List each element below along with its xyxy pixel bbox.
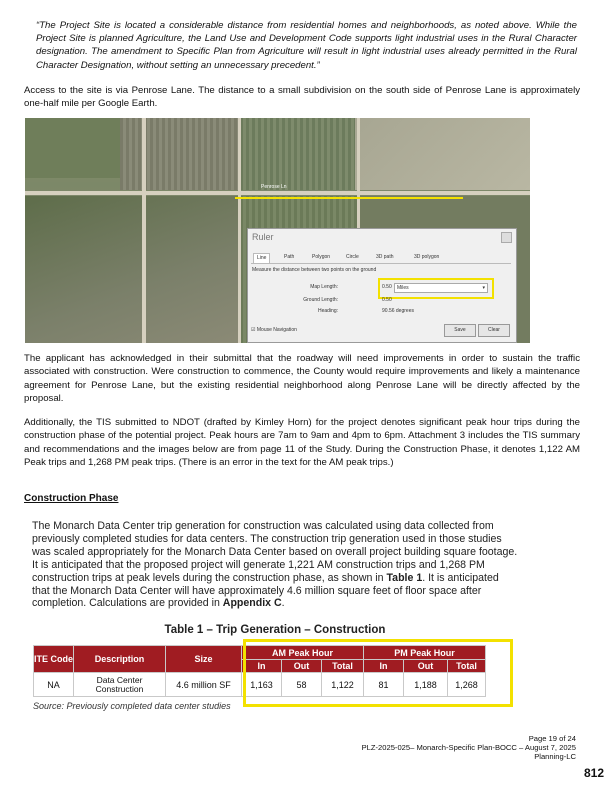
cell-description: Data Center Construction — [74, 673, 166, 697]
tab-circle[interactable]: Circle — [346, 254, 359, 260]
ruler-title: Ruler — [252, 232, 274, 242]
trip-generation-figure — [25, 513, 525, 716]
header-pm-total: Total — [448, 660, 486, 673]
chevron-down-icon: ▾ — [482, 285, 485, 291]
header-description: Description — [74, 646, 166, 673]
ground-length-label: Ground Length: — [303, 297, 338, 303]
map-length-value: 0.50 — [382, 284, 392, 290]
table-highlight — [243, 639, 513, 707]
ground-length-value: 0.50 — [382, 297, 392, 303]
close-icon[interactable] — [501, 232, 512, 243]
cell-am-total: 1,122 — [322, 673, 364, 697]
footer-page: Page 19 of 24 — [528, 734, 576, 743]
table-title: Table 1 – Trip Generation – Construction — [164, 624, 386, 636]
tis-paragraph: Additionally, the TIS submitted to NDOT (drafted by Kimley Horn) for the project denotes significant peak hour trips during the construction phase of the potential project. Peak hours are 7am to 9am and 4pm to 6pm. Attachment 3 includes the TIS summary and recommendations and the images below are from page 11 of the Study. During the Construction Phase, it denotes 1,122 AM Peak trips and 1,268 PM peak trips. (There is an error in the text for the AM peak trips.) — [24, 417, 580, 469]
construction-phase-heading: Construction Phase — [24, 493, 119, 504]
clear-button[interactable]: Clear — [478, 324, 510, 337]
access-paragraph: Access to the site is via Penrose Lane. The distance to a small subdivision on the south side of Penrose Lane is approximately one-half mile per Google Earth. — [24, 85, 580, 110]
satellite-image — [25, 118, 530, 343]
header-am-out: Out — [282, 660, 322, 673]
map-length-label: Map Length: — [310, 284, 338, 290]
cell-am-out: 58 — [282, 673, 322, 697]
ruler-description: Measure the distance between two points on the ground — [252, 267, 377, 273]
table-source: Source: Previously completed data center studies — [33, 701, 231, 711]
cell-pm-in: 81 — [364, 673, 404, 697]
figure-text: The Monarch Data Center trip generation for construction was calculated using data collected from previously completed studies for data centers. The construction trip generation used in those studies was scaled appropriately for the Monarch Data Center based on overall project building square footage. It is anticipated that the proposed project will generate 1,221 AM construction trips and 1,268 PM construction trips at peak levels during the construction phase, as shown in Table 1. It is anticipated that the Monarch Data Center will have approximately 4.6 million square feet of floor space after completion. Calculations are provided in Appendix C. — [32, 520, 518, 610]
tab-polygon[interactable]: Polygon — [312, 254, 331, 260]
tab-3d-polygon[interactable]: 3D polygon — [414, 254, 440, 260]
header-pm-in: In — [364, 660, 404, 673]
heading-value: 90.56 degrees — [382, 308, 414, 314]
quote-paragraph: “The Project Site is located a considerable distance from residential homes and neighborhoods, as noted above. While the Project Site is planned Agriculture, the Land Use and Development Code supports light industrial uses in the Rural Character designation. The amendment to Specific Plan from Agriculture will result in light industrial uses already permitted in the Rural Character Designation, without setting an unnecessary precedent.” — [36, 20, 577, 71]
cell-am-in: 1,163 — [242, 673, 282, 697]
road-label: Penrose Ln — [261, 184, 287, 190]
cell-pm-total: 1,268 — [448, 673, 486, 697]
header-am-in: In — [242, 660, 282, 673]
applicant-paragraph: The applicant has acknowledged in their submittal that the roadway will need improvements in order to sustain the traffic associated with construction. Were construction to commence, the County would require improvements and likely a maintenance agreement for Penrose Lane, but the existing residential neighborhood along Penrose Lane will be directly affected by the proposal. — [24, 353, 580, 405]
footer-department: Planning-LC — [534, 752, 576, 761]
header-am-peak: AM Peak Hour — [242, 646, 364, 660]
header-am-total: Total — [322, 660, 364, 673]
cell-pm-out: 1,188 — [404, 673, 448, 697]
save-button[interactable]: Save — [444, 324, 476, 337]
header-size: Size — [166, 646, 242, 673]
cell-size: 4.6 million SF — [166, 673, 242, 697]
header-ite-code: ITE Code — [34, 646, 74, 673]
tab-3d-path[interactable]: 3D path — [376, 254, 394, 260]
mouse-navigation-label: Mouse Navigation — [256, 327, 297, 333]
unit-select-value: Miles — [397, 285, 409, 291]
page-number: 812 — [583, 766, 604, 780]
footer-reference: PLZ-2025-025– Monarch-Specific Plan-BOCC – August 7, 2025 — [361, 743, 576, 752]
cell-ite-code: NA — [34, 673, 74, 697]
ruler-highlight — [378, 278, 494, 299]
mouse-navigation-checkbox[interactable]: ☑ Mouse Navigation — [251, 327, 297, 333]
ruler-dialog — [247, 228, 517, 343]
ruler-tabs — [251, 253, 511, 264]
tab-path[interactable]: Path — [284, 254, 295, 260]
heading-label: Heading: — [317, 308, 338, 314]
header-pm-peak: PM Peak Hour — [364, 646, 486, 660]
header-pm-out: Out — [404, 660, 448, 673]
tab-line[interactable]: Line — [253, 253, 270, 263]
